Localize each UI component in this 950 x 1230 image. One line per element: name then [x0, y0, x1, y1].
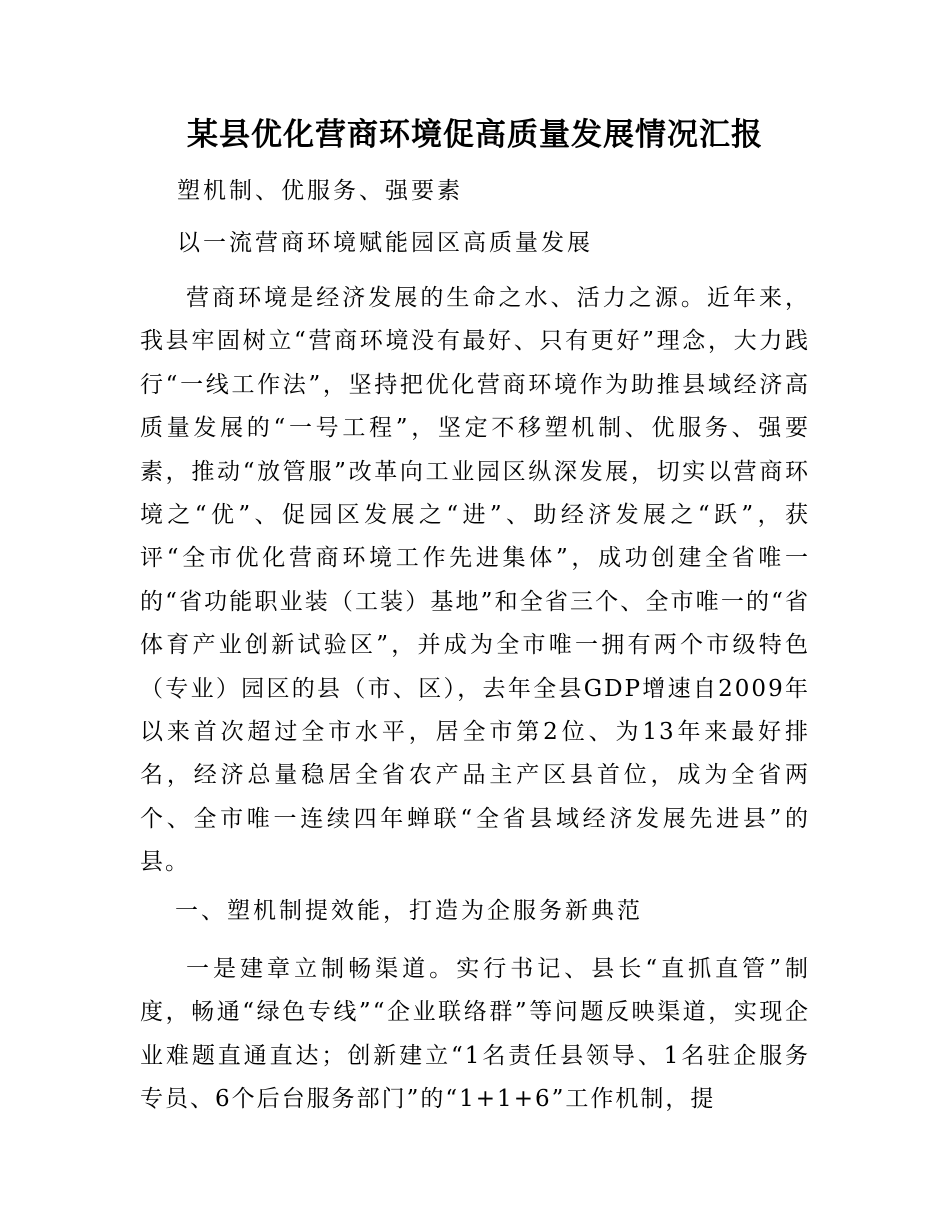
- subtitle-line-2: 以一流营商环境赋能园区高质量发展: [177, 230, 593, 256]
- section-1-heading: 一、塑机制提效能，打造为企服务新典范: [175, 898, 643, 924]
- document-title: 某县优化营商环境促高质量发展情况汇报: [187, 117, 763, 153]
- section-1-paragraph: 一是建章立制畅渠道。实行书记、县长“直抓直管”制度，畅通“绿色专线”“企业联络群”等问题反映渠道，实现企业难题直通直达；创新建立“1名责任县领导、1名驻企服务专员、6个后台服务部门”的“1+1+6”工作机制，提: [140, 956, 810, 1113]
- intro-paragraph: 营商环境是经济发展的生命之水、活力之源。近年来，我县牢固树立“营商环境没有最好、只有更好”理念，大力践行“一线工作法”，坚持把优化营商环境作为助推县域经济高质量发展的“一号工程”，坚定不移塑机制、优服务、强要素，推动“放管服”改革向工业园区纵深发展，切实以营商环境之“优”、促园区发展之“进”、助经济发展之“跃”，获评“全市优化营商环境工作先进集体”，成功创建全省唯一的“省功能职业装（工装）基地”和全省三个、全市唯一的“省体育产业创新试验区”，并成为全市唯一拥有两个市级特色（专业）园区的县（市、区），去年全县GDP增速自2009年以来首次超过全市水平，居全市第2位、为13年来最好排名，经济总量稳居全省农产品主产区县首位，成为全省两个、全市唯一连续四年蝉联“全省县域经济发展先进县”的县。: [140, 285, 810, 876]
- subtitle-line-1: 塑机制、优服务、强要素: [177, 178, 463, 204]
